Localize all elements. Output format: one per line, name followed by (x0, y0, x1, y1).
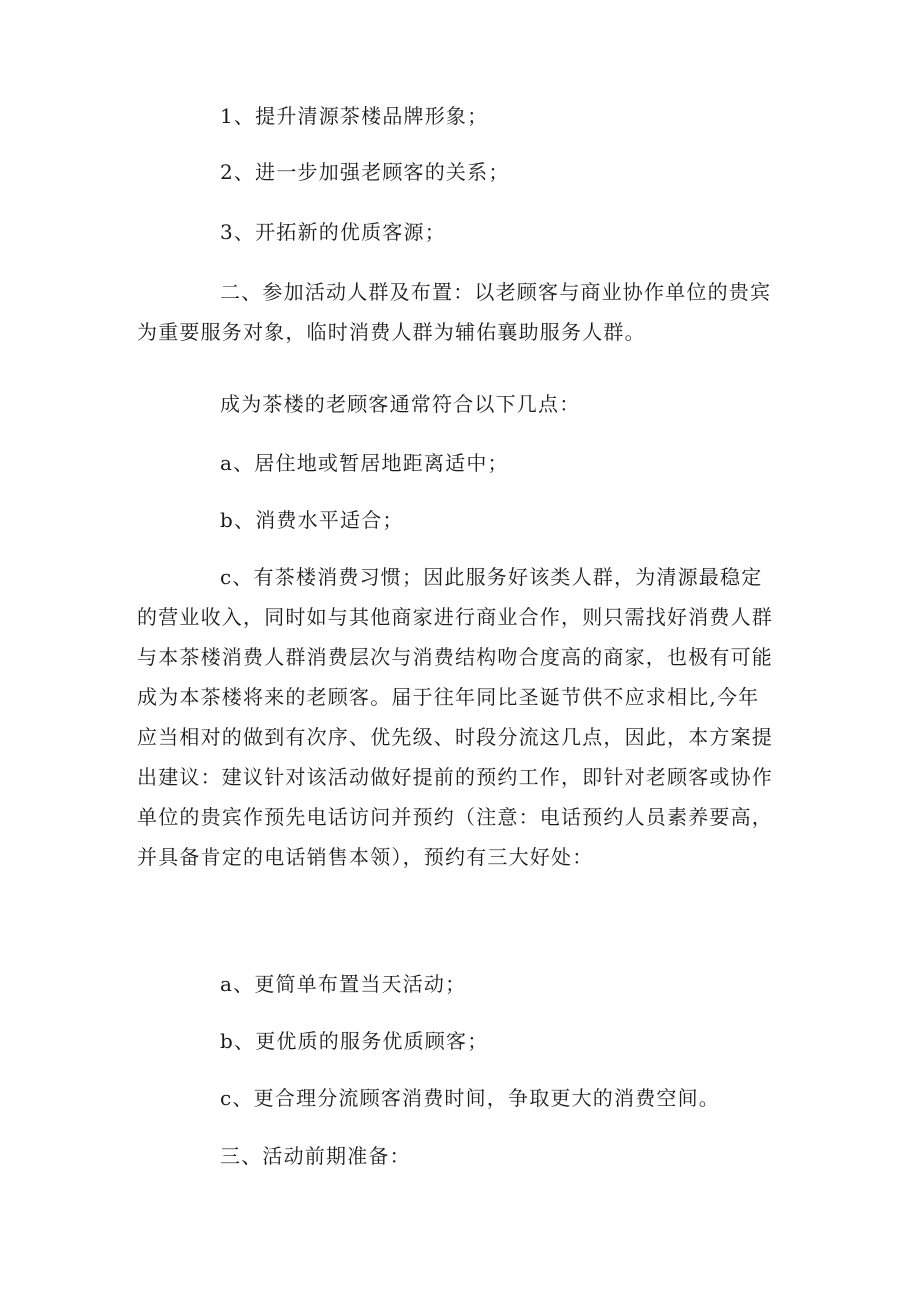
benefit-item-b-text: b、更优质的服务优质顾客； (220, 1029, 489, 1053)
benefit-item-c-text: c、更合理分流顾客消费时间，争取更大的消费空间。 (220, 1086, 721, 1110)
criteria-c-line-7: 单位的贵宾作预先电话访问并预约（注意：电话预约人员素养要高， (137, 805, 773, 829)
criteria-item-a (137, 443, 785, 483)
criteria-c-line-2: 的营业收入，同时如与其他商家进行商业合作，则只需找好消费人群 (137, 605, 773, 629)
criteria-intro (137, 384, 785, 424)
benefit-item-a (137, 964, 785, 1004)
section-2-line-2: 为重要服务对象，临时消费人群为辅佑襄助服务人群。 (137, 320, 646, 344)
criteria-item-a-text: a、居住地或暂居地距离适中； (220, 451, 509, 475)
section-3-heading (137, 1136, 785, 1176)
goal-item-2-text: 2、进一步加强老顾客的关系； (220, 160, 510, 184)
criteria-c-line-1: c、有茶楼消费习惯；因此服务好该类人群，为清源最稳定 (220, 565, 763, 589)
criteria-c-line-8: 并具备肯定的电话销售本领），预约有三大好处： (137, 845, 594, 869)
criteria-c-line-4: 成为本茶楼将来的老顾客。届于往年同比圣诞节供不应求相比,今年 (137, 685, 760, 709)
criteria-c-line-3: 与本茶楼消费人群消费层次与消费结构吻合度高的商家，也极有可能 (137, 645, 773, 669)
goal-item-1-text: 1、提升清源茶楼品牌形象； (220, 104, 489, 128)
goal-item-3 (137, 212, 785, 252)
benefit-item-b (137, 1021, 785, 1061)
goal-item-3-text: 3、开拓新的优质客源； (220, 220, 446, 244)
section-3-heading-text: 三、活动前期准备： (220, 1144, 411, 1168)
goal-item-2 (137, 152, 785, 192)
benefit-item-a-text: a、更简单布置当天活动； (220, 972, 467, 996)
criteria-c-line-6: 出建议：建议针对该活动做好提前的预约工作，即针对老顾客或协作 (137, 765, 773, 789)
criteria-item-b (137, 500, 785, 540)
section-2-paragraph (137, 272, 785, 352)
criteria-c-line-5: 应当相对的做到有次序、优先级、时段分流这几点，因此，本方案提 (137, 725, 773, 749)
criteria-item-b-text: b、消费水平适合； (220, 508, 404, 532)
criteria-item-c-paragraph (137, 557, 785, 877)
benefit-item-c (137, 1078, 785, 1118)
criteria-intro-text: 成为茶楼的老顾客通常符合以下几点： (220, 392, 581, 416)
goal-item-1 (137, 96, 785, 136)
section-2-line-1: 二、参加活动人群及布置：以老顾客与商业协作单位的贵宾 (220, 280, 772, 304)
